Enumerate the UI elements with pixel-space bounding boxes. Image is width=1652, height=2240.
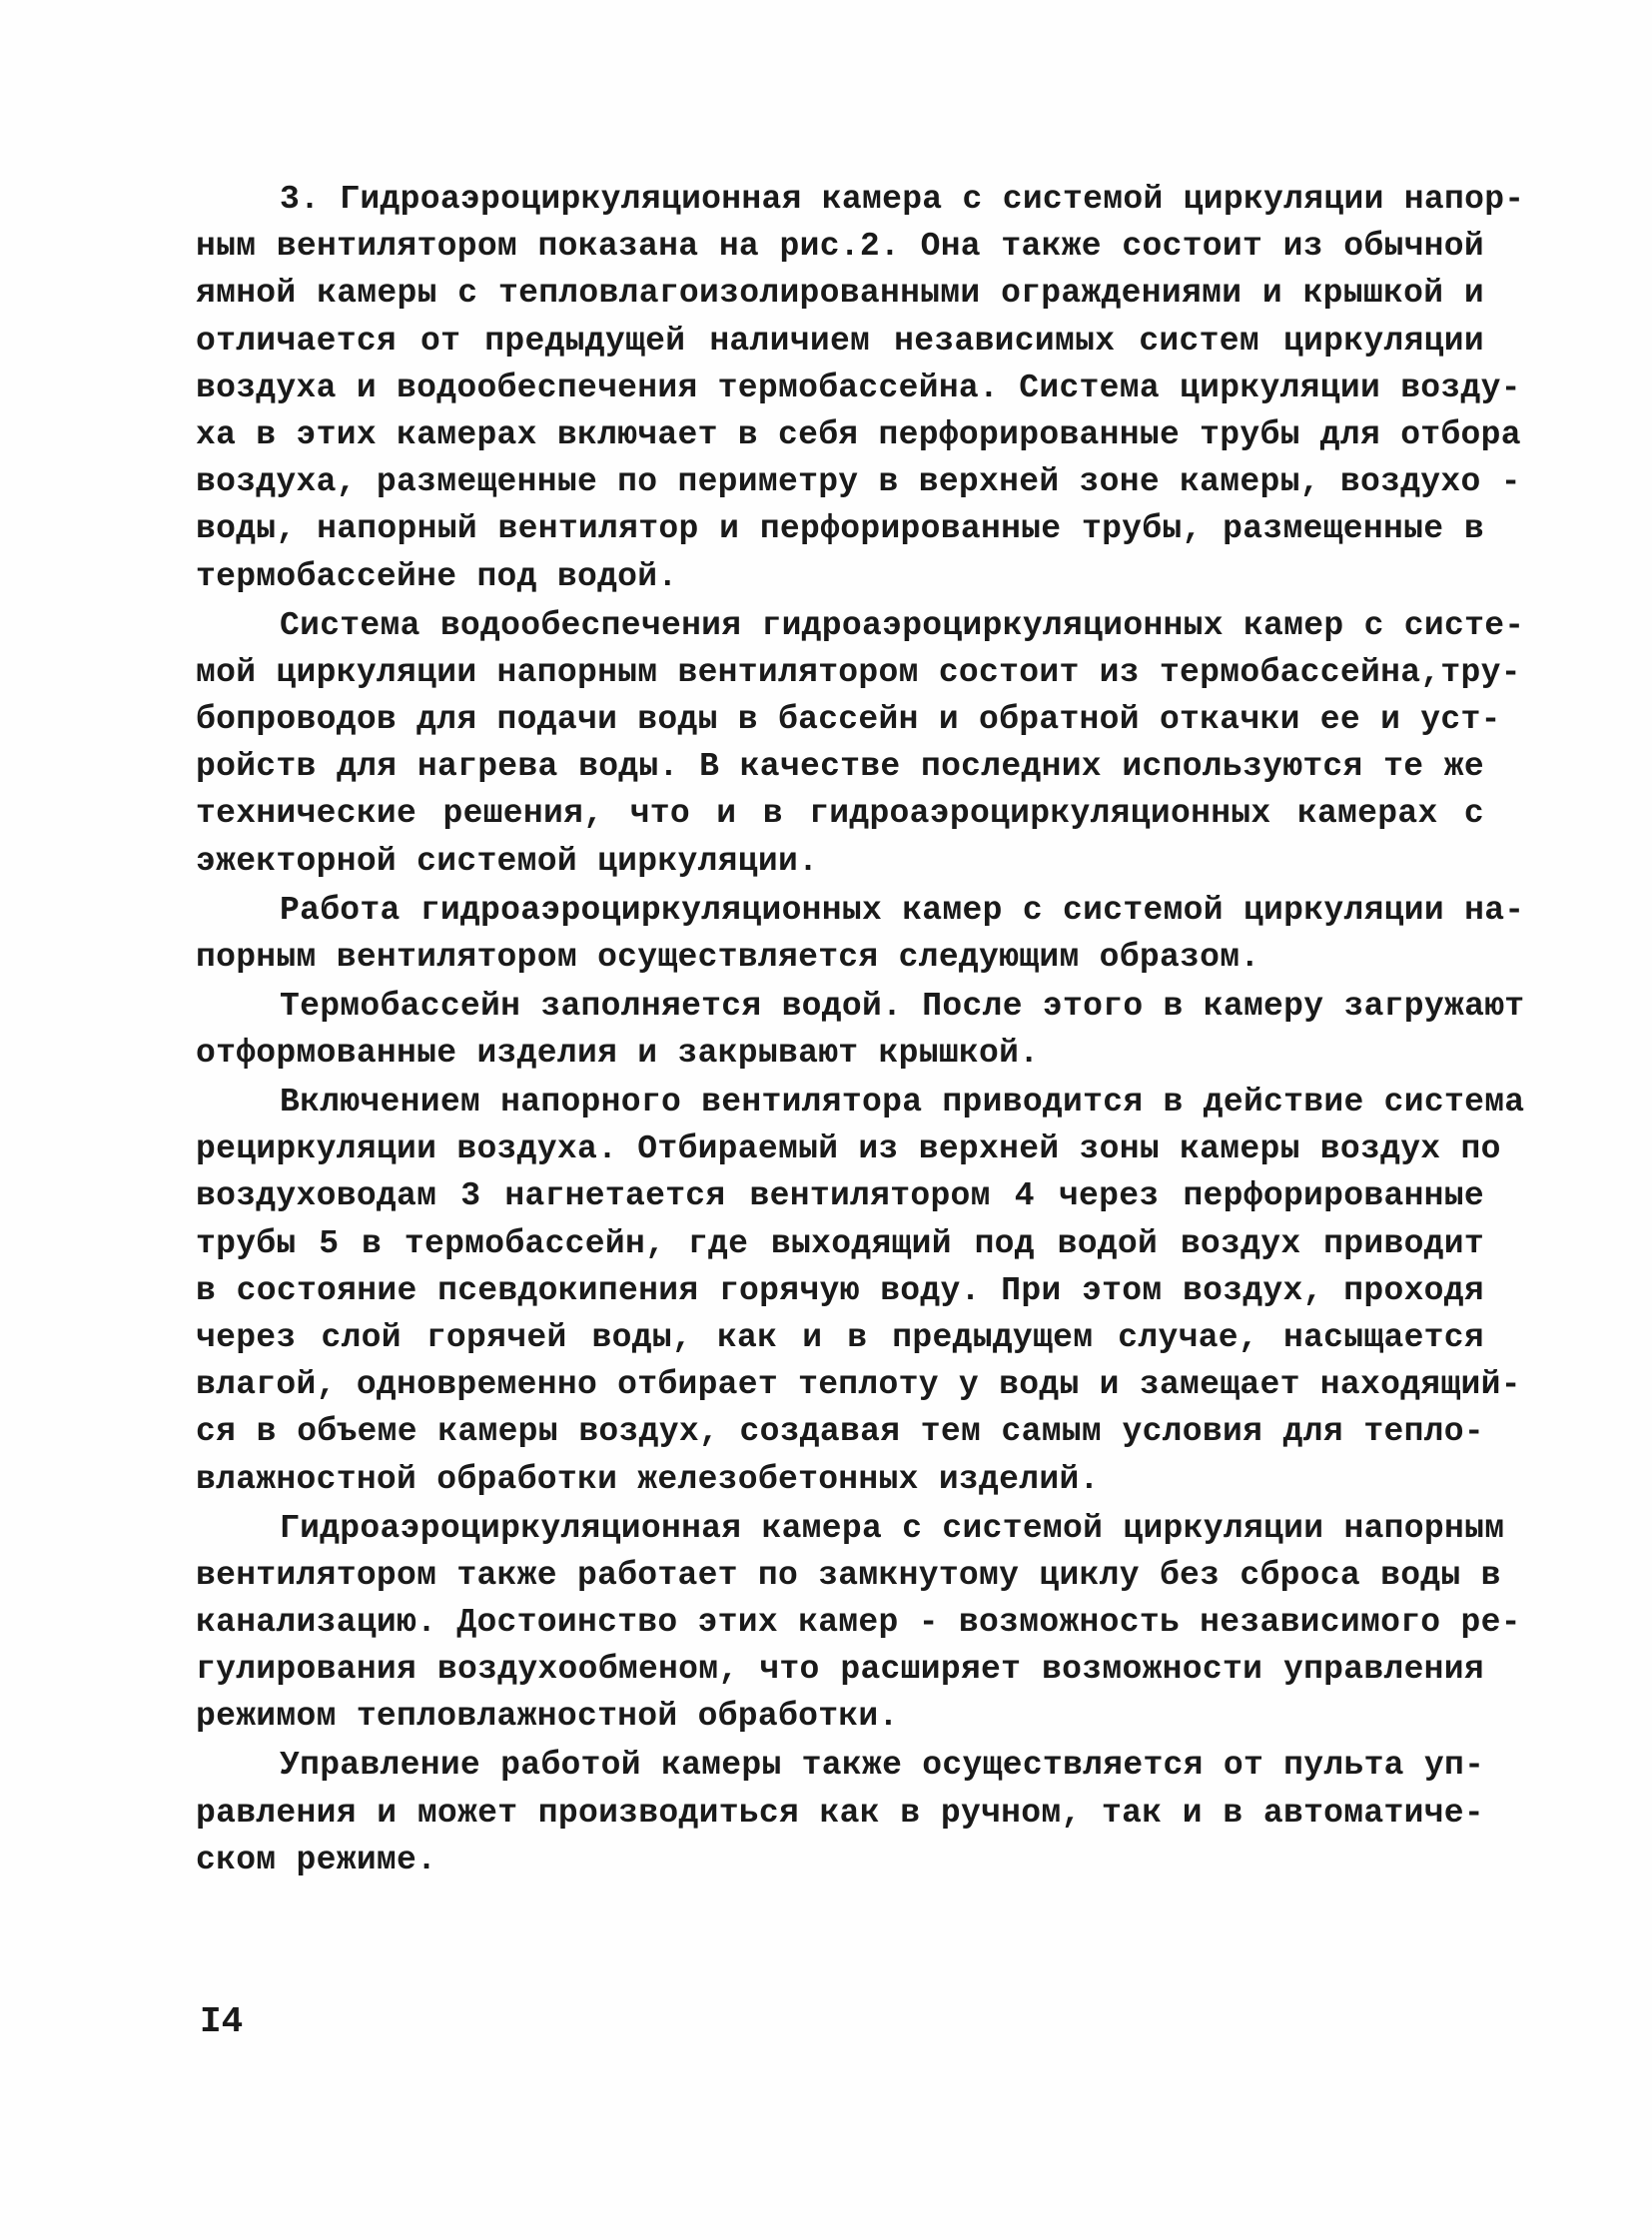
text-line: гулирования воздухообменом, что расширяет возможности управления	[196, 1651, 1484, 1689]
text-line: воздуха и водообеспечения термобассейна. Система циркуляции возду-	[196, 369, 1521, 406]
text-line: Система водообеспечения гидроаэроциркуляционных камер с систе-	[280, 606, 1525, 644]
text-line: влажностной обработки железобетонных изделий.	[196, 1460, 1100, 1498]
text-line: ройств для нагрева воды. В качестве последних используются те же	[196, 748, 1484, 786]
text-line: влагой, одновременно отбирает теплоту у воды и замещает находящий-	[196, 1366, 1521, 1404]
text-line: через слой горячей воды, как и в предыдущем случае, насыщается	[196, 1319, 1484, 1357]
text-line: рециркуляции воздуха. Отбираемый из верхней зоны камеры воздух по	[196, 1130, 1501, 1168]
paragraph-2	[196, 602, 1525, 885]
text-line: отформованные изделия и закрывают крышкой.	[196, 1035, 1040, 1073]
text-line: ха в этих камерах включает в себя перфорированные трубы для отбора	[196, 416, 1521, 454]
text-line: воздуха, размещенные по периметру в верхней зоне камеры, воздухо -	[196, 463, 1521, 501]
text-line: ным вентилятором показана на рис.2. Она также состоит из обычной	[196, 228, 1484, 266]
text-line: бопроводов для подачи воды в бассейн и обратной откачки ее и уст-	[196, 701, 1501, 739]
text-line: режимом тепловлажностной обработки.	[196, 1698, 899, 1736]
text-line: ском режиме.	[196, 1841, 437, 1878]
text-line: Включением напорного вентилятора приводится в действие система	[280, 1084, 1525, 1121]
text-line: Гидроаэроциркуляционная камера с системой циркуляции напорным	[280, 1509, 1505, 1547]
paragraph-4	[196, 983, 1525, 1077]
text-line: технические решения, что и в гидроаэроциркуляционных камерах с	[196, 795, 1484, 833]
text-line: мой циркуляции напорным вентилятором состоит из термобассейна,тру-	[196, 653, 1521, 691]
text-line: термобассейне под водой.	[196, 557, 678, 595]
text-line: в состояние псевдокипения горячую воду. При этом воздух, проходя	[196, 1271, 1484, 1309]
text-line: канализацию. Достоинство этих камер - возможность независимого ре-	[196, 1604, 1521, 1642]
text-line: Работа гидроаэроциркуляционных камер с системой циркуляции на-	[280, 891, 1525, 929]
text-line: равления и может производиться как в ручном, так и в автоматиче-	[196, 1794, 1484, 1832]
text-line: ся в объеме камеры воздух, создавая тем самым условия для тепло-	[196, 1413, 1484, 1451]
body-text	[196, 176, 1525, 1883]
text-line: Управление работой камеры также осуществляется от пульта уп-	[280, 1747, 1485, 1785]
text-line: Термобассейн заполняется водой. После этого в камеру загружают	[280, 987, 1525, 1025]
page-number: I4	[200, 2001, 244, 2042]
text-line: вентилятором также работает по замкнутому циклу без сброса воды в	[196, 1556, 1501, 1594]
text-line: ямной камеры с тепловлагоизолированными ограждениями и крышкой и	[196, 275, 1484, 313]
paragraph-7	[196, 1742, 1484, 1883]
text-line: порным вентилятором осуществляется следующим образом.	[196, 938, 1260, 976]
text-line: воздуховодам 3 нагнетается вентилятором 4 через перфорированные	[196, 1177, 1484, 1215]
text-line: эжекторной системой циркуляции.	[196, 842, 819, 880]
text-line: отличается от предыдущей наличием независимых систем циркуляции	[196, 322, 1484, 360]
paragraph-5	[196, 1079, 1525, 1503]
text-line: трубы 5 в термобассейн, где выходящий под водой воздух приводит	[196, 1224, 1484, 1262]
paragraph-6	[196, 1505, 1521, 1741]
text-line: воды, напорный вентилятор и перфорированные трубы, размещенные в	[196, 510, 1484, 548]
paragraph-1	[196, 176, 1525, 600]
text-line: 3. Гидроаэроциркуляционная камера с системой циркуляции напор-	[280, 181, 1525, 218]
paragraph-3	[196, 887, 1525, 981]
